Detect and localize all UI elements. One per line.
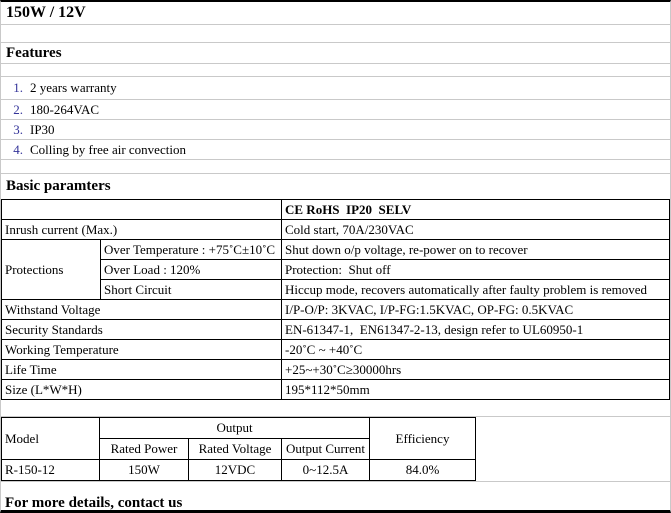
- feature-item-2: [1, 100, 670, 120]
- spec-label: Life Time: [2, 360, 282, 380]
- table-row-life-time: [2, 360, 670, 380]
- output-current-value: 0~12.5A: [282, 460, 370, 481]
- output-current-header: Output Current: [282, 439, 370, 460]
- certifications-cell: CE RoHS IP20 SELV: [282, 200, 670, 220]
- feature-number: 1.: [13, 80, 23, 95]
- protection-value: Protection: Shut off: [282, 260, 670, 280]
- feature-item-4: [1, 140, 670, 160]
- protection-value: Hiccup mode, recovers automatically after faulty problem is removed: [282, 280, 670, 300]
- spacer-row: [1, 160, 670, 174]
- efficiency-column-header: Efficiency: [370, 418, 476, 460]
- feature-item-1: [1, 77, 670, 100]
- feature-number: 2.: [13, 101, 23, 117]
- protection-condition: Over Temperature : +75˚C±10˚C: [101, 240, 282, 260]
- basic-parameters-heading: [1, 174, 670, 199]
- feature-text: 2 years warranty: [30, 80, 117, 95]
- rated-voltage-value: 12VDC: [189, 460, 282, 481]
- basic-parameters-table: [1, 199, 670, 400]
- spacer-row: [1, 64, 670, 77]
- model-table-header-row-1: [2, 418, 476, 439]
- protection-condition: Over Load : 120%: [101, 260, 282, 280]
- feature-text: IP30: [30, 121, 55, 137]
- empty-cell: [2, 200, 282, 220]
- spec-label: Withstand Voltage: [2, 300, 282, 320]
- spacer-row: [1, 400, 670, 417]
- spec-value: -20˚C ~ +40˚C: [282, 340, 670, 360]
- feature-number: 4.: [13, 141, 23, 157]
- feature-text: Colling by free air convection: [30, 141, 186, 157]
- spacer-row: [1, 25, 670, 43]
- features-heading: [1, 43, 670, 64]
- spec-label: Security Standards: [2, 320, 282, 340]
- table-row-security-standards: [2, 320, 670, 340]
- table-row-protection-1: [2, 240, 670, 260]
- protection-condition: Short Circuit: [101, 280, 282, 300]
- inrush-value: Cold start, 70A/230VAC: [282, 220, 670, 240]
- table-row-protection-2: [2, 260, 670, 280]
- table-row-certifications: [2, 200, 670, 220]
- feature-number: 3.: [13, 121, 23, 137]
- features-heading-text: Features: [6, 44, 62, 61]
- table-row-withstand-voltage: [2, 300, 670, 320]
- feature-item-3: [1, 120, 670, 140]
- page-title-text: 150W / 12V: [6, 4, 86, 21]
- table-row-working-temperature: [2, 340, 670, 360]
- feature-text: 180-264VAC: [30, 101, 100, 117]
- rated-power-value: 150W: [100, 460, 189, 481]
- page-title: [1, 2, 670, 25]
- table-row-size: [2, 380, 670, 400]
- table-row-inrush: [2, 220, 670, 240]
- model-output-table: [1, 417, 476, 481]
- rated-voltage-header: Rated Voltage: [189, 439, 282, 460]
- protections-label: Protections: [2, 240, 101, 300]
- model-value: R-150-12: [2, 460, 100, 481]
- model-column-header: Model: [2, 418, 100, 460]
- footer-heading-text: For more details, contact us: [5, 494, 183, 511]
- spec-value: I/P-O/P: 3KVAC, I/P-FG:1.5KVAC, OP-FG: 0.5KVAC: [282, 300, 670, 320]
- spec-value: 195*112*50mm: [282, 380, 670, 400]
- protection-value: Shut down o/p voltage, re-power on to recover: [282, 240, 670, 260]
- efficiency-value: 84.0%: [370, 460, 476, 481]
- table-row-protection-3: [2, 280, 670, 300]
- rated-power-header: Rated Power: [100, 439, 189, 460]
- footer-heading: [1, 493, 670, 513]
- spec-label: Size (L*W*H): [2, 380, 282, 400]
- output-group-header: Output: [100, 418, 370, 439]
- inrush-label: Inrush current (Max.): [2, 220, 282, 240]
- spec-label: Working Temperature: [2, 340, 282, 360]
- basic-parameters-heading-text: Basic paramters: [6, 178, 111, 194]
- spec-value: +25~+30˚C≥30000hrs: [282, 360, 670, 380]
- spacer-row: [1, 481, 670, 493]
- model-table-data-row: [2, 460, 476, 481]
- spec-value: EN-61347-1, EN61347-2-13, design refer to UL60950-1: [282, 320, 670, 340]
